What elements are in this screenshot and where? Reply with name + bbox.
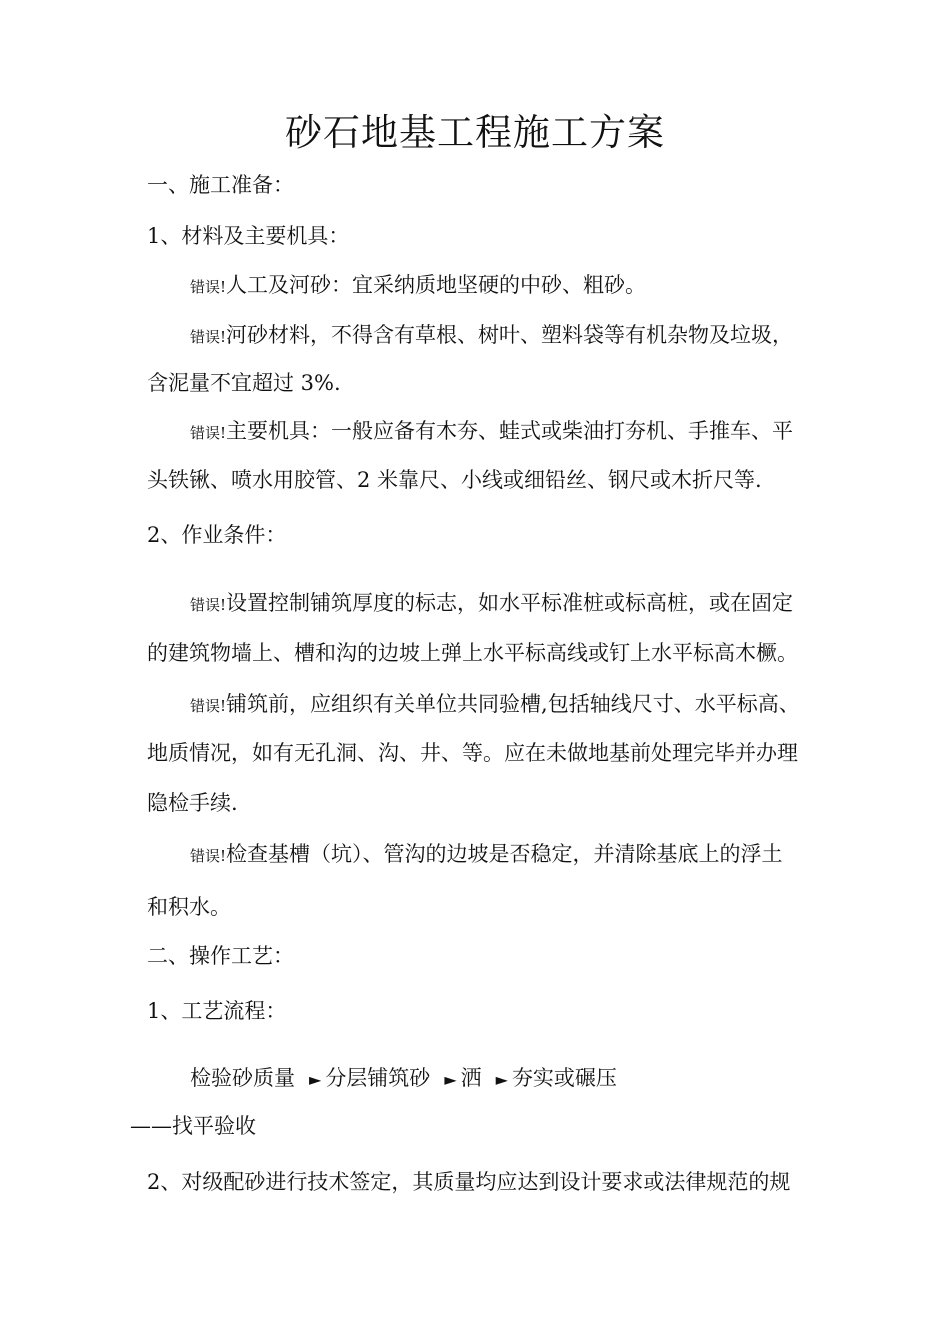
error-marker: 错误! [190,328,227,346]
paragraph-text: 检查基槽（坑）、管沟的边坡是否稳定，并清除基底上的浮土 [226,842,783,866]
process-flow [190,1068,617,1089]
error-marker: 错误! [190,278,227,296]
section-heading-preparation: 一、施工准备： [147,173,294,197]
paragraph-tools-line1 [190,421,793,442]
flow-step: 分层铺筑砂 [325,1066,431,1090]
paragraph-sand-quality-line2: 含泥量不宜超过 3%. [147,371,341,395]
subheading-work-conditions: 2、作业条件： [147,523,287,547]
paragraph-markers-line1 [190,593,793,614]
section-heading-operation: 二、操作工艺： [147,944,294,968]
flow-step: 检验砂质量 [190,1066,295,1090]
error-marker: 错误! [190,424,227,442]
flow-arrow-icon: ► [495,1070,508,1089]
paragraph-markers-line2: 的建筑物墙上、槽和沟的边坡上弹上水平标高线或钉上水平标高木橛。 [147,641,798,665]
paragraph-text: 河砂材料，不得含有草根、树叶、塑料袋等有机杂物及垃圾， [226,323,794,347]
process-flow-end: ——找平验收 [130,1114,256,1138]
paragraph-inspection-line3: 隐检手续. [147,791,238,815]
subheading-materials: 1、材料及主要机具： [147,224,350,248]
flow-step: 夯实或碾压 [511,1066,617,1090]
paragraph-tools-line2: 头铁锹、喷水用胶管、2 米靠尺、小线或细铅丝、钢尺或木折尺等. [147,468,762,492]
flow-arrow-icon: ► [444,1070,457,1089]
paragraph-text: 铺筑前，应组织有关单位共同验槽,包括轴线尺寸、水平标高、 [226,692,800,716]
paragraph-text: 主要机具：一般应备有木夯、蛙式或柴油打夯机、手推车、平 [226,419,794,443]
paragraph-inspection-line2: 地质情况，如有无孔洞、沟、井、等。应在未做地基前处理完毕并办理 [147,741,798,765]
flow-step: 洒 [460,1066,482,1090]
paragraph-inspection-line1 [190,694,800,715]
paragraph-text: 设置控制铺筑厚度的标志，如水平标准桩或标高桩，或在固定 [226,591,794,615]
paragraph-grading-line1: 2、对级配砂进行技术签定，其质量均应达到设计要求或法律规范的规 [147,1170,791,1194]
paragraph-sand-quality-line1 [190,325,793,346]
error-marker: 错误! [190,697,227,715]
error-marker: 错误! [190,847,227,865]
flow-arrow-icon: ► [309,1070,322,1089]
error-marker: 错误! [190,596,227,614]
paragraph-slope-line2: 和积水。 [147,895,231,919]
paragraph-slope-line1 [190,844,783,865]
subheading-process-flow: 1、工艺流程： [147,999,287,1023]
paragraph-text: 人工及河砂：宜采纳质地坚硬的中砂、粗砂。 [226,273,647,297]
paragraph-materials-sand [190,275,646,296]
document-title: 砂石地基工程施工方案 [285,111,665,154]
